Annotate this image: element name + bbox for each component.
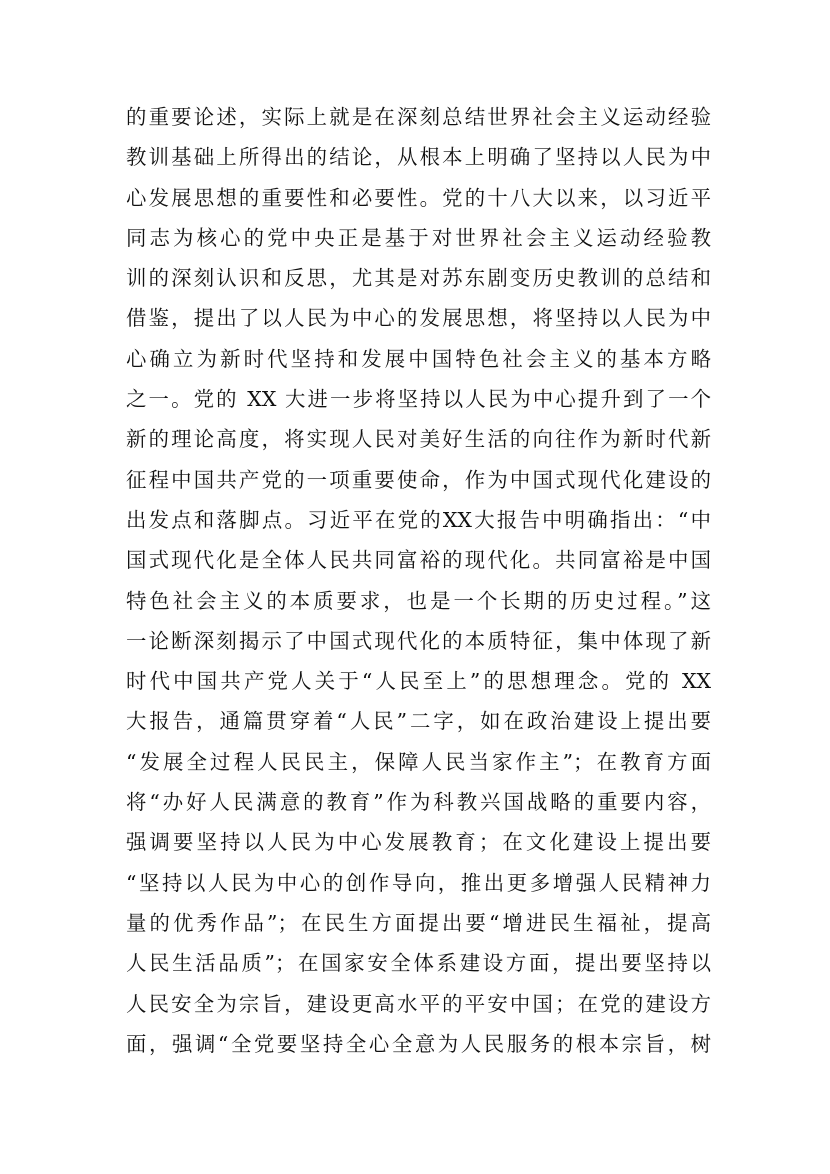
text-line: 教训基础上所得出的结论，从根本上明确了坚持以人民为中 bbox=[126, 145, 711, 170]
text-line: “坚持以人民为中心的创作导向，推出更多增强人民精神力 bbox=[126, 870, 711, 895]
text-line: 特色社会主义的本质要求，也是一个长期的历史过程。”这 bbox=[126, 588, 711, 613]
text-line: 的重要论述，实际上就是在深刻总结世界社会主义运动经验 bbox=[126, 105, 711, 129]
text-line: 借鉴，提出了以人民为中心的发展思想，将坚持以人民为中 bbox=[126, 306, 711, 331]
text-line: 人民生活品质”；在国家安全体系建设方面，提出要坚持以 bbox=[126, 951, 711, 976]
text-line: 心发展思想的重要性和必要性。党的十八大以来，以习近平 bbox=[126, 185, 711, 210]
text-line: 强调要坚持以人民为中心发展教育；在文化建设上提出要 bbox=[126, 830, 711, 855]
body-text bbox=[126, 97, 711, 1064]
text-line: 心确立为新时代坚持和发展中国特色社会主义的基本方略 bbox=[126, 346, 711, 371]
text-line: 国式现代化是全体人民共同富裕的现代化。共同富裕是中国 bbox=[126, 548, 711, 573]
text-line: 将“办好人民满意的教育”作为科教兴国战略的重要内容， bbox=[126, 790, 711, 815]
text-line: 人民安全为宗旨，建设更高水平的平安中国；在党的建设方 bbox=[126, 991, 711, 1016]
text-line: 一论断深刻揭示了中国式现代化的本质特征，集中体现了新 bbox=[126, 628, 711, 653]
text-line: 出发点和落脚点。习近平在党的XX大报告中明确指出：“中 bbox=[126, 507, 711, 532]
text-line: 新的理论高度，将实现人民对美好生活的向往作为新时代新 bbox=[126, 427, 711, 452]
text-line: 大报告，通篇贯穿着“人民”二字，如在政治建设上提出要 bbox=[126, 709, 711, 734]
text-line: 面，强调“全党要坚持全心全意为人民服务的根本宗旨，树 bbox=[126, 1031, 711, 1056]
text-line: “发展全过程人民民主，保障人民当家作主”；在教育方面 bbox=[126, 749, 711, 774]
text-line: 量的优秀作品”；在民生方面提出要“增进民生福祉，提高 bbox=[126, 910, 711, 935]
text-line: 时代中国共产党人关于“人民至上”的思想理念。党的 XX bbox=[126, 669, 711, 694]
text-line: 之一。党的 XX 大进一步将坚持以人民为中心提升到了一个 bbox=[126, 387, 711, 412]
text-line: 同志为核心的党中央正是基于对世界社会主义运动经验教 bbox=[126, 225, 711, 250]
text-line: 征程中国共产党的一项重要使命，作为中国式现代化建设的 bbox=[126, 467, 711, 492]
text-line: 训的深刻认识和反思，尤其是对苏东剧变历史教训的总结和 bbox=[126, 266, 711, 291]
